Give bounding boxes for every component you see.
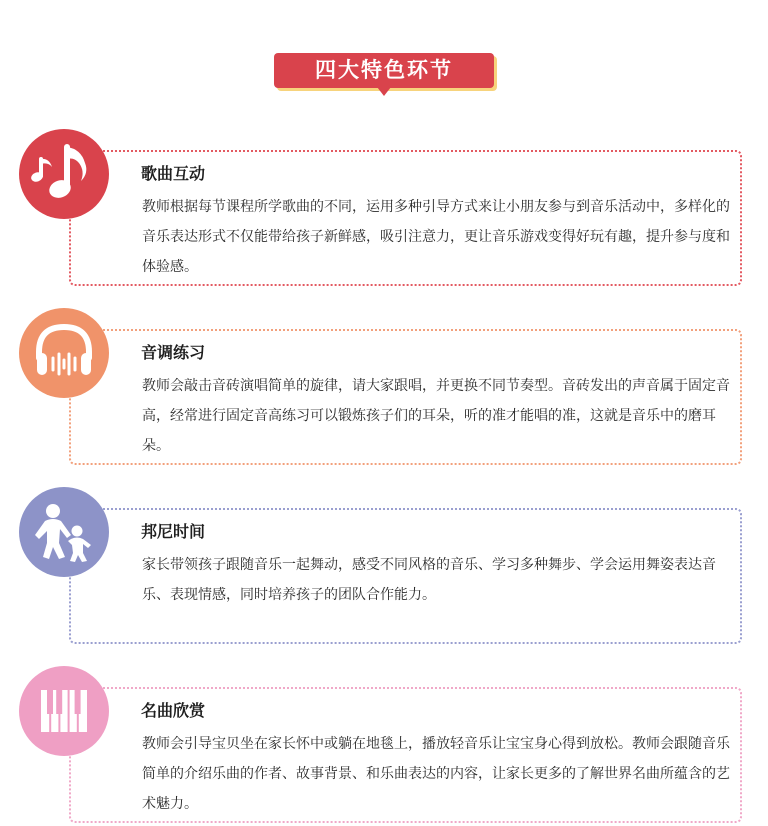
banner-pointer: [377, 87, 391, 96]
section-heading-banner: [274, 53, 494, 88]
piano-keys-icon: [19, 666, 109, 756]
feature-title: 音调练习: [141, 343, 206, 362]
feature-description: 教师会敲击音砖演唱简单的旋律，请大家跟唱，并更换不同节奏型。音砖发出的声音属于固定音高，经常进行固定音高练习可以锻炼孩子们的耳朵，听的准才能唱的准，这就是音乐中的磨耳朵。: [142, 378, 730, 454]
feature-description: 教师会引导宝贝坐在家长怀中或躺在地毯上，播放轻音乐让宝宝身心得到放松。教师会跟随音乐简单的介绍乐曲的作者、故事背景、和乐曲表达的内容，让家长更多的了解世界名曲所蕴含的艺术魅力。: [142, 736, 730, 812]
feature-description: 家长带领孩子跟随音乐一起舞动，感受不同风格的音乐、学习多种舞步、学会运用舞姿表达音乐、表现情感，同时培养孩子的团队合作能力。: [142, 557, 716, 603]
feature-icon-circle: [19, 129, 109, 219]
feature-icon-circle: [19, 308, 109, 398]
feature-section-masterpiece-appreciation: [0, 666, 768, 826]
feature-title: 邦尼时间: [141, 522, 206, 541]
music-note-icon: [19, 129, 109, 219]
parent-child-icon: [19, 487, 109, 577]
feature-title: 歌曲互动: [141, 164, 206, 183]
feature-icon-circle: [19, 666, 109, 756]
feature-icon-circle: [19, 487, 109, 577]
feature-section-pitch-practice: [0, 308, 768, 468]
feature-section-bunny-time: [0, 487, 768, 647]
feature-title: 名曲欣赏: [141, 701, 206, 720]
section-heading: 四大特色环节: [274, 53, 494, 88]
feature-description: 教师根据每节课程所学歌曲的不同，运用多种引导方式来让小朋友参与到音乐活动中，多样化的音乐表达形式不仅能带给孩子新鲜感，吸引注意力，更让音乐游戏变得好玩有趣，提升参与度和体验感。: [142, 199, 730, 275]
headphones-icon: [19, 308, 109, 398]
feature-section-song-interaction: [0, 129, 768, 289]
